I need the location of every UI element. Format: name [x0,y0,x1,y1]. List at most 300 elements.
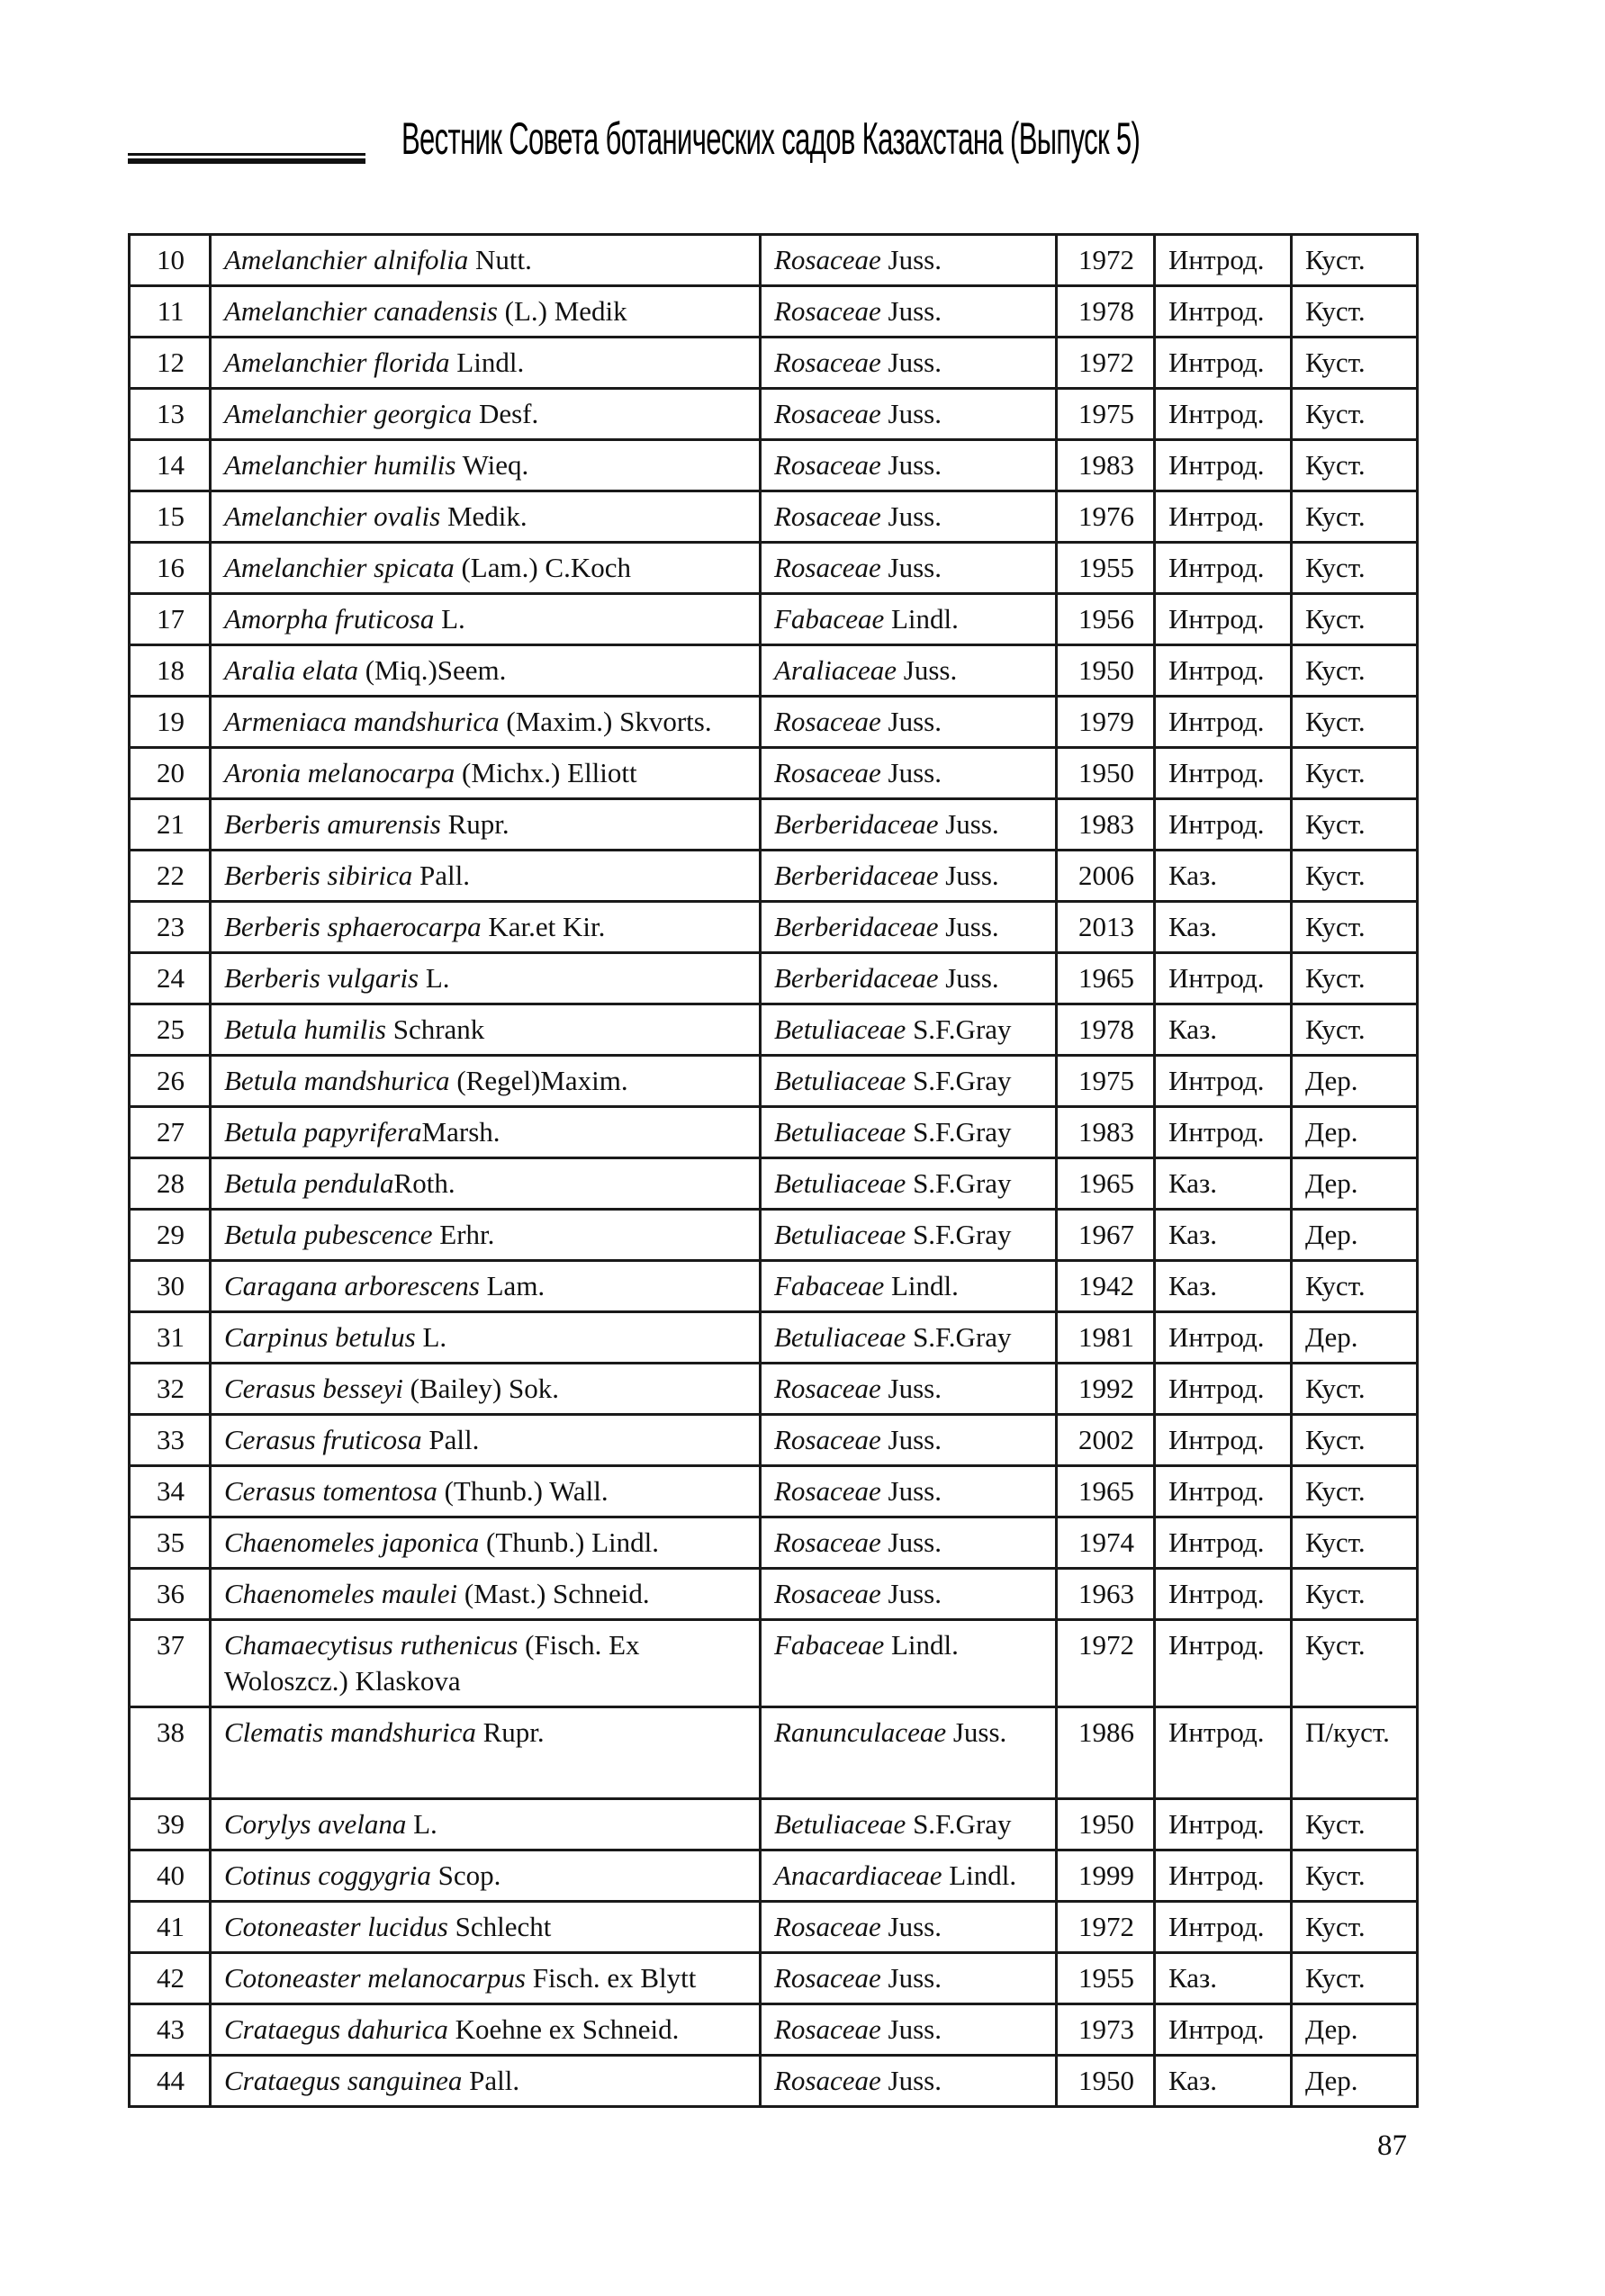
year-cell: 1955 [1057,1953,1155,2004]
species-latin-name: Amelanchier humilis [224,449,456,481]
family-author: Juss. [880,500,942,532]
species-table-body [130,235,1418,2107]
row-number: 27 [130,1107,211,1158]
origin-cell: Каз. [1155,2056,1292,2107]
table-row [130,1056,1418,1107]
table-row [130,1953,1418,2004]
family-cell [761,543,1057,594]
life-form-cell: Куст. [1292,235,1418,286]
year-cell: 1956 [1057,594,1155,645]
family-cell [761,440,1057,491]
family-latin-name: Rosaceae [774,295,881,327]
species-name-cell [211,543,761,594]
species-name-cell [211,953,761,1004]
year-cell: 2013 [1057,902,1155,953]
family-latin-name: Ranunculaceae [774,1716,947,1748]
species-author: Medik. [440,500,527,532]
row-number: 36 [130,1569,211,1620]
family-latin-name: Betuliaceae [774,1219,906,1250]
species-author: Roth. [393,1167,455,1199]
table-row [130,2056,1418,2107]
table-row [130,1707,1418,1799]
species-latin-name: Carpinus betulus [224,1321,416,1353]
year-cell: 1974 [1057,1517,1155,1569]
family-latin-name: Betuliaceae [774,1167,906,1199]
species-name-cell [211,851,761,902]
family-latin-name: Betuliaceae [774,1808,906,1840]
life-form-cell: Дер. [1292,1158,1418,1210]
species-name-cell [211,1261,761,1312]
family-latin-name: Rosaceae [774,757,881,788]
life-form-cell: Куст. [1292,851,1418,902]
page-number: 87 [1377,2129,1407,2162]
origin-cell: Интрод. [1155,697,1292,748]
origin-cell: Интрод. [1155,1415,1292,1466]
species-latin-name: Crataegus dahurica [224,2013,448,2045]
life-form-cell: Куст. [1292,1953,1418,2004]
origin-cell: Интрод. [1155,286,1292,338]
life-form-cell: Куст. [1292,1466,1418,1517]
species-author: Lam. [479,1270,546,1301]
family-latin-name: Rosaceae [774,1373,881,1404]
family-latin-name: Fabaceae [774,1629,885,1661]
family-latin-name: Berberidaceae [774,860,939,891]
species-name-cell [211,1517,761,1569]
family-cell [761,491,1057,543]
row-number: 24 [130,953,211,1004]
species-latin-name: Amelanchier ovalis [224,500,441,532]
table-row [130,338,1418,389]
origin-cell: Каз. [1155,1210,1292,1261]
species-latin-name: Crataegus sanguinea [224,2065,463,2096]
family-cell [761,1953,1057,2004]
family-author: Juss. [938,860,999,891]
year-cell: 1979 [1057,697,1155,748]
family-cell [761,697,1057,748]
family-cell [761,645,1057,697]
family-cell [761,1158,1057,1210]
life-form-cell: Дер. [1292,2056,1418,2107]
family-latin-name: Rosaceae [774,1578,881,1609]
family-latin-name: Rosaceae [774,1424,881,1455]
life-form-cell: Куст. [1292,594,1418,645]
family-cell [761,1210,1057,1261]
family-cell [761,953,1057,1004]
species-name-cell [211,1850,761,1902]
family-latin-name: Fabaceae [774,603,885,635]
species-author: (Lam.) C.Koch [454,552,631,583]
life-form-cell: Куст. [1292,491,1418,543]
family-latin-name: Rosaceae [774,347,881,378]
family-cell [761,338,1057,389]
year-cell: 1986 [1057,1707,1155,1799]
species-author: Lindl. [449,347,525,378]
life-form-cell: Куст. [1292,440,1418,491]
family-latin-name: Rosaceae [774,2013,881,2045]
family-author: Juss. [880,2013,942,2045]
species-author: (Thunb.) Lindl. [479,1526,660,1558]
origin-cell: Интрод. [1155,1312,1292,1364]
row-number: 19 [130,697,211,748]
year-cell: 1950 [1057,645,1155,697]
table-row [130,491,1418,543]
table-row [130,1210,1418,1261]
species-latin-name: Aronia melanocarpa [224,757,455,788]
origin-cell: Интрод. [1155,440,1292,491]
row-number: 23 [130,902,211,953]
life-form-cell: Куст. [1292,953,1418,1004]
species-author: Scop. [430,1859,501,1891]
species-author: Kar.et Kir. [481,911,606,942]
table-row [130,1312,1418,1364]
life-form-cell: Куст. [1292,338,1418,389]
row-number: 38 [130,1707,211,1799]
species-name-cell [211,235,761,286]
species-latin-name: Berberis vulgaris [224,962,419,994]
row-number: 12 [130,338,211,389]
family-latin-name: Anacardiaceae [774,1859,942,1891]
row-number: 29 [130,1210,211,1261]
year-cell: 1983 [1057,440,1155,491]
species-latin-name: Amorpha fruticosa [224,603,435,635]
life-form-cell: Куст. [1292,1517,1418,1569]
family-cell [761,2056,1057,2107]
row-number: 18 [130,645,211,697]
species-latin-name: Betula humilis [224,1013,386,1045]
species-author: Koehne ex Schneid. [447,2013,680,2045]
family-author: Juss. [880,1962,942,1994]
origin-cell: Интрод. [1155,338,1292,389]
species-latin-name: Chaenomeles maulei [224,1578,458,1609]
species-author: Erhr. [432,1219,495,1250]
species-latin-name: Cotoneaster lucidus [224,1911,448,1942]
family-author: Juss. [946,1716,1007,1748]
row-number: 44 [130,2056,211,2107]
origin-cell: Интрод. [1155,1707,1292,1799]
family-author: Juss. [880,295,942,327]
life-form-cell: Куст. [1292,1364,1418,1415]
family-cell [761,1517,1057,1569]
life-form-cell: Куст. [1292,1799,1418,1850]
year-cell: 1972 [1057,1620,1155,1707]
year-cell: 1978 [1057,286,1155,338]
table-row [130,440,1418,491]
family-cell [761,902,1057,953]
row-number: 28 [130,1158,211,1210]
row-number: 35 [130,1517,211,1569]
species-name-cell [211,1210,761,1261]
life-form-cell: Куст. [1292,1850,1418,1902]
family-latin-name: Betuliaceae [774,1065,906,1096]
family-latin-name: Rosaceae [774,398,881,429]
species-name-cell [211,645,761,697]
species-author: Marsh. [421,1116,500,1148]
year-cell: 1972 [1057,1902,1155,1953]
species-name-cell [211,1953,761,2004]
species-author: Rupr. [440,808,509,840]
table-row [130,748,1418,799]
origin-cell: Интрод. [1155,594,1292,645]
family-latin-name: Fabaceae [774,1270,885,1301]
species-latin-name: Corylys avelana [224,1808,407,1840]
family-author: S.F.Gray [906,1167,1012,1199]
table-row [130,594,1418,645]
species-latin-name: Chamaecytisus ruthenicus [224,1629,518,1661]
species-name-cell [211,1466,761,1517]
family-latin-name: Rosaceae [774,1475,881,1507]
family-author: S.F.Gray [906,1013,1012,1045]
family-author: Juss. [880,757,942,788]
family-latin-name: Rosaceae [774,244,881,275]
header-decorative-rule [128,153,365,164]
species-author: Rupr. [475,1716,545,1748]
year-cell: 1963 [1057,1569,1155,1620]
life-form-cell: Дер. [1292,2004,1418,2056]
life-form-cell: Дер. [1292,1107,1418,1158]
family-author: Lindl. [884,1629,959,1661]
species-name-cell [211,338,761,389]
family-author: Lindl. [884,603,959,635]
family-cell [761,1004,1057,1056]
origin-cell: Каз. [1155,1004,1292,1056]
species-name-cell [211,286,761,338]
life-form-cell: Куст. [1292,389,1418,440]
species-author: (Maxim.) Skvorts. [499,706,712,737]
species-name-cell [211,1004,761,1056]
species-name-cell [211,440,761,491]
species-latin-name: Chaenomeles japonica [224,1526,480,1558]
origin-cell: Интрод. [1155,235,1292,286]
family-latin-name: Rosaceae [774,552,881,583]
row-number: 34 [130,1466,211,1517]
table-row [130,1902,1418,1953]
row-number: 14 [130,440,211,491]
row-number: 13 [130,389,211,440]
species-author: (Mast.) Schneid. [457,1578,650,1609]
table-row [130,1569,1418,1620]
year-cell: 1942 [1057,1261,1155,1312]
table-row [130,645,1418,697]
family-cell [761,1850,1057,1902]
origin-cell: Интрод. [1155,1902,1292,1953]
table-row [130,1466,1418,1517]
species-author: (L.) Medik [497,295,627,327]
life-form-cell: Куст. [1292,1415,1418,1466]
species-name-cell [211,1364,761,1415]
year-cell: 1965 [1057,1466,1155,1517]
species-latin-name: Berberis sphaerocarpa [224,911,482,942]
row-number: 41 [130,1902,211,1953]
origin-cell: Интрод. [1155,748,1292,799]
species-latin-name: Cerasus fruticosa [224,1424,422,1455]
family-cell [761,1569,1057,1620]
year-cell: 1950 [1057,748,1155,799]
species-author: (Fisch. Ex Woloszcz.) Klaskova [224,1629,640,1697]
origin-cell: Интрод. [1155,1107,1292,1158]
family-author: Juss. [897,654,958,686]
row-number: 10 [130,235,211,286]
family-author: S.F.Gray [906,1808,1012,1840]
family-cell [761,1902,1057,1953]
family-author: Juss. [880,347,942,378]
table-row [130,1799,1418,1850]
species-name-cell [211,1902,761,1953]
family-cell [761,1312,1057,1364]
family-author: Juss. [880,1424,942,1455]
species-author: (Bailey) Sok. [402,1373,559,1404]
year-cell: 1981 [1057,1312,1155,1364]
family-author: S.F.Gray [906,1321,1012,1353]
family-cell [761,1707,1057,1799]
journal-title: Вестник Совета ботанических садов Казахстана (Выпуск 5) [401,113,1141,164]
family-cell [761,1364,1057,1415]
table-row [130,953,1418,1004]
family-author: Juss. [938,962,999,994]
life-form-cell: Куст. [1292,1620,1418,1707]
family-cell [761,1107,1057,1158]
table-row [130,1850,1418,1902]
species-author: Pall. [412,860,470,891]
origin-cell: Интрод. [1155,389,1292,440]
species-author: Fisch. ex Blytt [525,1962,697,1994]
table-row [130,1517,1418,1569]
species-latin-name: Caragana arborescens [224,1270,480,1301]
species-latin-name: Cerasus besseyi [224,1373,403,1404]
origin-cell: Интрод. [1155,1850,1292,1902]
species-name-cell [211,1569,761,1620]
table-row [130,1261,1418,1312]
family-cell [761,799,1057,851]
year-cell: 1983 [1057,1107,1155,1158]
origin-cell: Интрод. [1155,799,1292,851]
origin-cell: Интрод. [1155,1517,1292,1569]
species-name-cell [211,799,761,851]
family-latin-name: Berberidaceae [774,911,939,942]
origin-cell: Каз. [1155,902,1292,953]
family-author: Juss. [880,1373,942,1404]
species-name-cell [211,389,761,440]
year-cell: 1950 [1057,2056,1155,2107]
species-author: Nutt. [468,244,532,275]
species-name-cell [211,748,761,799]
year-cell: 1965 [1057,953,1155,1004]
species-author: Pall. [462,2065,520,2096]
family-latin-name: Rosaceae [774,449,881,481]
family-author: S.F.Gray [906,1219,1012,1250]
family-cell [761,594,1057,645]
table-row [130,1620,1418,1707]
family-cell [761,851,1057,902]
family-cell [761,1415,1057,1466]
family-latin-name: Rosaceae [774,2065,881,2096]
row-number: 37 [130,1620,211,1707]
life-form-cell: Куст. [1292,799,1418,851]
family-author: Lindl. [884,1270,959,1301]
species-author: Desf. [472,398,539,429]
life-form-cell: Куст. [1292,645,1418,697]
family-author: Juss. [880,1526,942,1558]
family-author: Lindl. [942,1859,1017,1891]
life-form-cell: Куст. [1292,1902,1418,1953]
origin-cell: Интрод. [1155,645,1292,697]
species-author: (Thunb.) Wall. [437,1475,609,1507]
family-cell [761,1261,1057,1312]
family-author: Juss. [880,1911,942,1942]
species-author: Wieq. [455,449,529,481]
species-author: L. [434,603,465,635]
family-latin-name: Rosaceae [774,1962,881,1994]
life-form-cell: Куст. [1292,748,1418,799]
species-name-cell [211,2004,761,2056]
life-form-cell: Куст. [1292,1261,1418,1312]
row-number: 42 [130,1953,211,2004]
species-latin-name: Betula papyrifera [224,1116,422,1148]
family-latin-name: Rosaceae [774,1911,881,1942]
table-row [130,235,1418,286]
row-number: 22 [130,851,211,902]
row-number: 39 [130,1799,211,1850]
family-author: S.F.Gray [906,1065,1012,1096]
species-name-cell [211,1158,761,1210]
life-form-cell: Куст. [1292,286,1418,338]
origin-cell: Каз. [1155,1158,1292,1210]
year-cell: 1992 [1057,1364,1155,1415]
species-latin-name: Betula pendula [224,1167,394,1199]
year-cell: 1978 [1057,1004,1155,1056]
year-cell: 1950 [1057,1799,1155,1850]
table-row [130,543,1418,594]
origin-cell: Интрод. [1155,543,1292,594]
species-author: L. [419,962,450,994]
family-latin-name: Berberidaceae [774,808,939,840]
species-name-cell [211,1056,761,1107]
family-cell [761,2004,1057,2056]
species-name-cell [211,2056,761,2107]
species-author: (Michx.) Elliott [455,757,637,788]
year-cell: 1983 [1057,799,1155,851]
row-number: 30 [130,1261,211,1312]
year-cell: 1955 [1057,543,1155,594]
species-author: Schlecht [447,1911,552,1942]
family-latin-name: Betuliaceae [774,1116,906,1148]
species-latin-name: Cerasus tomentosa [224,1475,437,1507]
row-number: 31 [130,1312,211,1364]
species-latin-name: Amelanchier florida [224,347,450,378]
family-cell [761,748,1057,799]
life-form-cell: П/куст. [1292,1707,1418,1799]
species-latin-name: Clematis mandshurica [224,1716,476,1748]
origin-cell: Интрод. [1155,1799,1292,1850]
table-row [130,1158,1418,1210]
table-row [130,902,1418,953]
table-row [130,1364,1418,1415]
species-name-cell [211,1707,761,1799]
family-author: Juss. [880,449,942,481]
row-number: 11 [130,286,211,338]
species-latin-name: Amelanchier spicata [224,552,455,583]
species-latin-name: Betula pubescence [224,1219,433,1250]
species-latin-name: Berberis sibirica [224,860,413,891]
family-author: Juss. [880,2065,942,2096]
row-number: 17 [130,594,211,645]
origin-cell: Интрод. [1155,1364,1292,1415]
species-author: (Miq.)Seem. [357,654,507,686]
species-author: L. [406,1808,437,1840]
family-cell [761,286,1057,338]
family-author: Juss. [880,706,942,737]
species-author: L. [415,1321,447,1353]
origin-cell: Интрод. [1155,1466,1292,1517]
